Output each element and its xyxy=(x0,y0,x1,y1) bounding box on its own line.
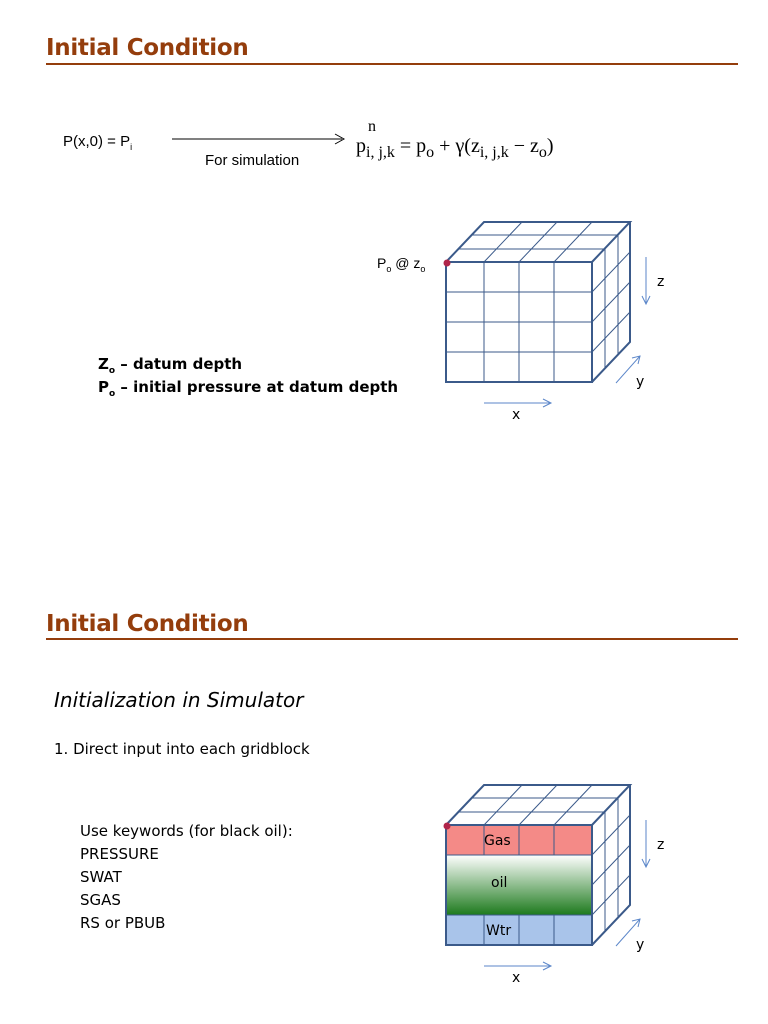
def2-symbol: P xyxy=(98,378,109,396)
step-1: 1. Direct input into each gridblock xyxy=(54,740,310,758)
gas-label: Gas xyxy=(484,833,511,849)
eq-rhs-2: + γ(z xyxy=(434,135,480,157)
slide1-title: Initial Condition xyxy=(46,35,249,61)
keyword-rs-pbub: RS or PBUB xyxy=(80,914,166,932)
slide2-subtitle: Initialization in Simulator xyxy=(54,688,304,712)
eq-sub-ijk-2: i, j,k xyxy=(479,144,509,161)
datum-point-label xyxy=(377,255,425,274)
cube2-z-axis-label: z xyxy=(657,837,665,853)
eq-sub-ijk-1: i, j,k xyxy=(366,144,395,161)
keywords-heading: Use keywords (for black oil): xyxy=(80,822,293,840)
cube2-x-axis-label: x xyxy=(512,970,521,986)
def1-sub: o xyxy=(108,366,116,376)
datum-dot-2-icon xyxy=(444,823,451,830)
eq-sub-o-2: o xyxy=(538,144,547,161)
po-sub: o xyxy=(386,263,392,274)
keywords-block xyxy=(80,820,293,935)
eq-close: ) xyxy=(546,135,554,157)
keyword-sgas: SGAS xyxy=(80,891,121,909)
def1-text: – datum depth xyxy=(115,355,243,373)
oil-label: oil xyxy=(491,875,508,891)
keyword-pressure: PRESSURE xyxy=(80,845,159,863)
po-at: @ z xyxy=(391,255,421,271)
oil-zone xyxy=(446,855,592,915)
eq-rhs-1: = p xyxy=(394,135,427,157)
definition-initial-pressure xyxy=(98,378,398,399)
po-z-sub: o xyxy=(420,263,426,274)
datum-dot-icon xyxy=(444,260,451,267)
grid-cube-1 xyxy=(440,215,740,435)
slide2-title: Initial Condition xyxy=(46,611,249,637)
def2-text: – initial pressure at datum depth xyxy=(115,378,399,396)
keyword-swat: SWAT xyxy=(80,868,122,886)
simulation-arrow xyxy=(172,130,362,150)
eq-sub-o-1: o xyxy=(426,144,435,161)
water-label: Wtr xyxy=(486,923,512,939)
definition-datum-depth xyxy=(98,355,242,376)
cube1-z-axis-label: z xyxy=(657,274,665,290)
arrow-label: For simulation xyxy=(205,152,300,169)
slide2-title-rule xyxy=(46,638,738,640)
eq-p: p xyxy=(356,135,366,157)
pressure-equation xyxy=(356,135,554,162)
def2-sub: o xyxy=(109,389,116,399)
cube1-x-axis-label: x xyxy=(512,407,521,423)
eq-rhs-3: − z xyxy=(508,135,539,157)
eq-superscript-n: n xyxy=(368,118,376,135)
slide1-title-rule xyxy=(46,63,738,65)
initial-pressure-sub: i xyxy=(130,142,133,152)
cube2-y-axis-label: y xyxy=(636,937,645,953)
def1-symbol: Z xyxy=(98,355,109,373)
grid-cube-2 xyxy=(440,778,740,998)
initial-pressure-expression xyxy=(63,133,132,152)
po-label: P xyxy=(377,255,387,271)
cube1-y-axis-label: y xyxy=(636,374,645,390)
initial-pressure-text: P(x,0) = P xyxy=(63,133,131,150)
